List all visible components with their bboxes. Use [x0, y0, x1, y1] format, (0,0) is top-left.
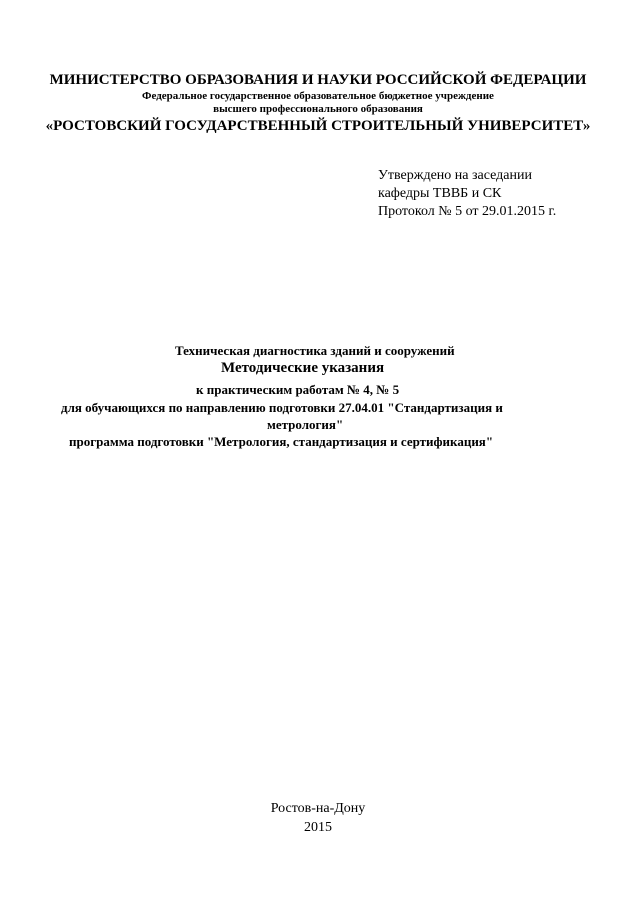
document-type-title: Методические указания: [221, 360, 385, 376]
institution-type-line-2: высшего профессионального образования: [213, 103, 423, 115]
approval-protocol: Протокол № 5 от 29.01.2015 г.: [378, 204, 557, 219]
ministry-heading: МИНИСТЕРСТВО ОБРАЗОВАНИЯ И НАУКИ РОССИЙСКОЙ ФЕДЕРАЦИИ: [49, 72, 587, 88]
university-name: «РОСТОВСКИЙ ГОСУДАРСТВЕННЫЙ СТРОИТЕЛЬНЫЙ УНИВЕРСИТЕТ»: [45, 118, 591, 134]
year: 2015: [304, 820, 332, 835]
training-program-line: программа подготовки "Метрология, стандартизация и сертификация": [69, 434, 494, 449]
city: Ростов-на-Дону: [270, 801, 366, 816]
discipline-title: Техническая диагностика зданий и сооружений: [175, 343, 455, 358]
students-direction-line-1: для обучающихся по направлению подготовки 27.04.01 "Стандартизация и: [61, 400, 503, 415]
students-direction-line-2: метрология": [267, 417, 344, 432]
approval-line-1: Утверждено на заседании: [378, 168, 532, 183]
institution-type-line-1: Федеральное государственное образовательное бюджетное учреждение: [142, 90, 494, 102]
practical-works-line: к практическим работам № 4, № 5: [196, 382, 400, 397]
approval-line-2: кафедры ТВВБ и СК: [378, 186, 502, 201]
